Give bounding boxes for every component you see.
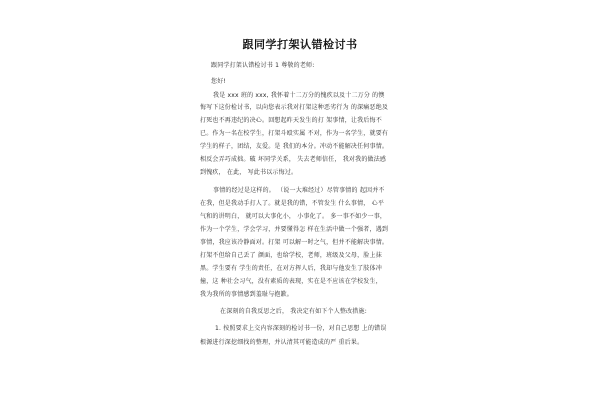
document-line: 相反会弄巧成拙。破 坏同学关系， 失去老师信任， 我对我的做法感 bbox=[200, 156, 387, 163]
document-line: 气和的讲明白， 就可以大事化小， 小事化了。 多一事不如少一事， bbox=[200, 213, 387, 220]
document-line: 已。作为一名在校学生，打架斗殴实属 不对，作为一名学生，就要有 bbox=[200, 130, 389, 137]
document-line: 根源进行深挖细找的整理，并认清其可能造成的严 重后果。 bbox=[200, 339, 364, 346]
document-line: 黑。学生要有 学生的责任，在对方挥人后，我却与他发生了肢体冲 bbox=[200, 265, 382, 272]
document-line: 打死也不再违纪的决心。回想起昨天发生的打 架事情，让我后悔不 bbox=[200, 117, 382, 124]
document-line: 我为我所的事情感到羞耻与抱歉。 bbox=[200, 291, 294, 298]
document-line: 在深刻的自我反思之后， 我决定有如下个人整改措施: bbox=[220, 308, 367, 315]
document-line: 作为一个学生，学会学习，并要懂得怎 样在生活中做一个强者，遇到 bbox=[200, 226, 389, 233]
document-line: 1. 按照要求上交内容深刻的检讨书一份，对自己思想 上的错误 bbox=[215, 325, 387, 332]
document-line: 我是 xxx 班的 xxx, 我怀着十二万分的愧疚以及十二万分 的懊 bbox=[213, 92, 385, 99]
document-line: 事情的经过是这样的。 （说一大堆经过）尽管事情的 起因并不 bbox=[213, 187, 385, 194]
document-line: 撞，这 种社会习气，没有素质的表现，实在是不应该在学校发生， bbox=[200, 278, 382, 285]
document-line: 到愧疚， 在此， 写此书以示悔过。 bbox=[200, 169, 298, 176]
document-line: 学生的样子，团结，友爱。是 我们的本分。冲动不能解决任何事情。 bbox=[200, 143, 389, 150]
document-line: 跟同学打架认错检讨书 1 尊敬的老师: bbox=[211, 62, 315, 69]
document-line: 打架不但给自己丢了 颜面，也给学校，老师，班级及父母，脸上抹 bbox=[200, 252, 382, 259]
document-line: 您好! bbox=[211, 78, 227, 85]
document-line: 在我，但是我动手打人了。就是我的错，不管发生 什么事情， 心平 bbox=[200, 200, 385, 207]
document-line: 事情，我应该冷静面对。打架 可以解一时之气，但并不能解决事情。 bbox=[200, 239, 389, 246]
document-title: 跟同学打架认错检讨书 bbox=[242, 38, 358, 51]
document-line: 悔写下这份检讨书，以向您表示我对打架这种恶劣行为 的深痛恶绝及 bbox=[200, 104, 389, 111]
